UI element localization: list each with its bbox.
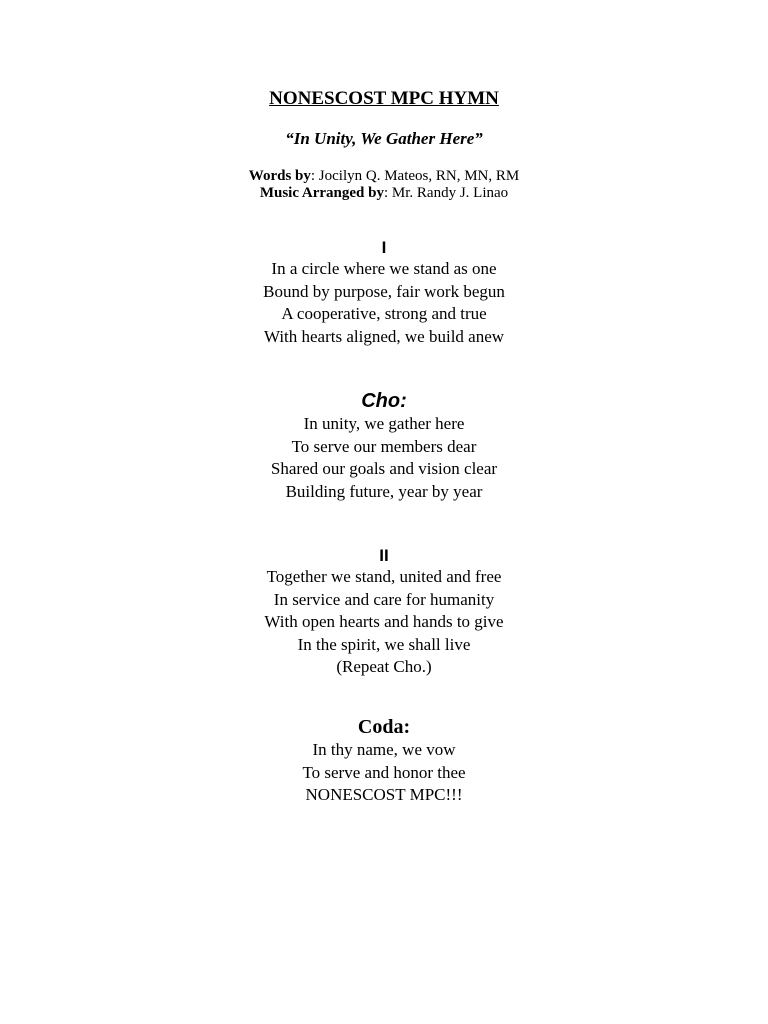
chorus-line: To serve our members dear <box>291 436 477 456</box>
words-value: : Jocilyn Q. Mateos, RN, MN, RM <box>310 168 520 184</box>
verse-2-line: In service and care for humanity <box>273 589 495 609</box>
coda <box>0 715 768 807</box>
chorus-line: In unity, we gather here <box>303 414 465 433</box>
coda-line: To serve and honor thee <box>302 762 466 782</box>
chorus-heading: Cho: <box>361 390 407 412</box>
verse-1 <box>0 238 768 348</box>
verse-1-line: With hearts aligned, we build anew <box>263 326 505 346</box>
verse-1-line: In a circle where we stand as one <box>271 259 497 278</box>
verse-2-line: In the spirit, we shall live <box>297 634 471 654</box>
repeat-chorus-note: (Repeat Cho.) <box>336 657 432 676</box>
music-value: : Mr. Randy J. Linao <box>384 185 509 201</box>
verse-2-line: With open hearts and hands to give <box>264 612 504 631</box>
chorus-line: Building future, year by year <box>285 481 483 501</box>
words-credit <box>0 168 768 185</box>
verse-1-line: A cooperative, strong and true <box>281 304 487 323</box>
hymn-subtitle: “In Unity, We Gather Here” <box>285 129 483 148</box>
coda-heading: Coda: <box>357 716 411 738</box>
verse-1-heading: I <box>381 238 387 257</box>
chorus <box>0 389 768 503</box>
music-label: Music Arranged by <box>259 185 384 201</box>
verse-2 <box>0 546 768 679</box>
verse-1-line: Bound by purpose, fair work begun <box>263 281 505 301</box>
chorus-line: Shared our goals and vision clear <box>270 459 498 478</box>
coda-line: In thy name, we vow <box>312 740 456 759</box>
music-credit <box>0 185 768 202</box>
verse-2-heading: II <box>379 546 389 565</box>
words-label: Words by <box>248 168 311 184</box>
coda-line: NONESCOST MPC!!! <box>305 785 463 804</box>
credits <box>0 168 768 202</box>
verse-2-line: Together we stand, united and free <box>266 567 502 586</box>
document-title: NONESCOST MPC HYMN <box>269 88 499 109</box>
